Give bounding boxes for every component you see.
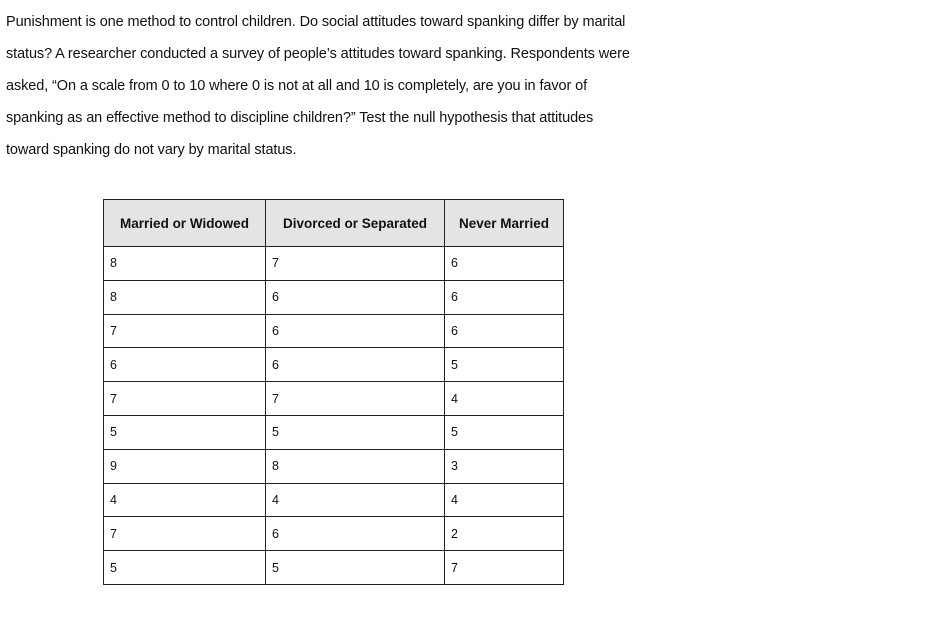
table-cell: 6 [266, 280, 445, 314]
header-married-or-widowed: Married or Widowed [104, 200, 266, 247]
table-row [104, 517, 564, 551]
table-row [104, 348, 564, 382]
question-line: asked, “On a scale from 0 to 10 where 0 is not at all and 10 is completely, are you in favor of [6, 78, 588, 94]
table-cell: 6 [445, 280, 564, 314]
table-cell: 5 [266, 551, 445, 585]
header-divorced-or-separated: Divorced or Separated [266, 200, 445, 247]
table-cell: 6 [104, 348, 266, 382]
table-header-row [104, 200, 564, 247]
table-cell: 8 [104, 247, 266, 281]
table-row [104, 382, 564, 416]
table-cell: 6 [445, 247, 564, 281]
table-cell: 6 [266, 314, 445, 348]
table-row [104, 280, 564, 314]
question-line: status? A researcher conducted a survey of people’s attitudes toward spanking. Respondents were [6, 46, 630, 62]
table-row [104, 551, 564, 585]
question-text [6, 6, 926, 166]
table-cell: 4 [266, 483, 445, 517]
table-cell: 5 [104, 415, 266, 449]
table-row [104, 314, 564, 348]
attitudes-table [103, 199, 564, 585]
table-cell: 4 [104, 483, 266, 517]
question-line: toward spanking do not vary by marital status. [6, 142, 297, 158]
table-cell: 5 [445, 348, 564, 382]
table-row [104, 483, 564, 517]
table-cell: 7 [266, 382, 445, 416]
table-cell: 2 [445, 517, 564, 551]
table-cell: 3 [445, 449, 564, 483]
table-cell: 4 [445, 483, 564, 517]
question-line: spanking as an effective method to discipline children?” Test the null hypothesis that attitudes [6, 110, 594, 126]
table-cell: 7 [104, 382, 266, 416]
table-cell: 7 [445, 551, 564, 585]
question-line: Punishment is one method to control children. Do social attitudes toward spanking differ by marital [6, 14, 626, 30]
table-cell: 9 [104, 449, 266, 483]
table-cell: 8 [104, 280, 266, 314]
table-row [104, 415, 564, 449]
table-cell: 6 [445, 314, 564, 348]
table-cell: 5 [445, 415, 564, 449]
header-never-married: Never Married [445, 200, 564, 247]
table-cell: 8 [266, 449, 445, 483]
table-cell: 4 [445, 382, 564, 416]
table-cell: 7 [266, 247, 445, 281]
table-cell: 5 [266, 415, 445, 449]
table-cell: 7 [104, 314, 266, 348]
table-row [104, 449, 564, 483]
table-row [104, 247, 564, 281]
table-cell: 5 [104, 551, 266, 585]
table-cell: 6 [266, 517, 445, 551]
table-cell: 7 [104, 517, 266, 551]
table-cell: 6 [266, 348, 445, 382]
